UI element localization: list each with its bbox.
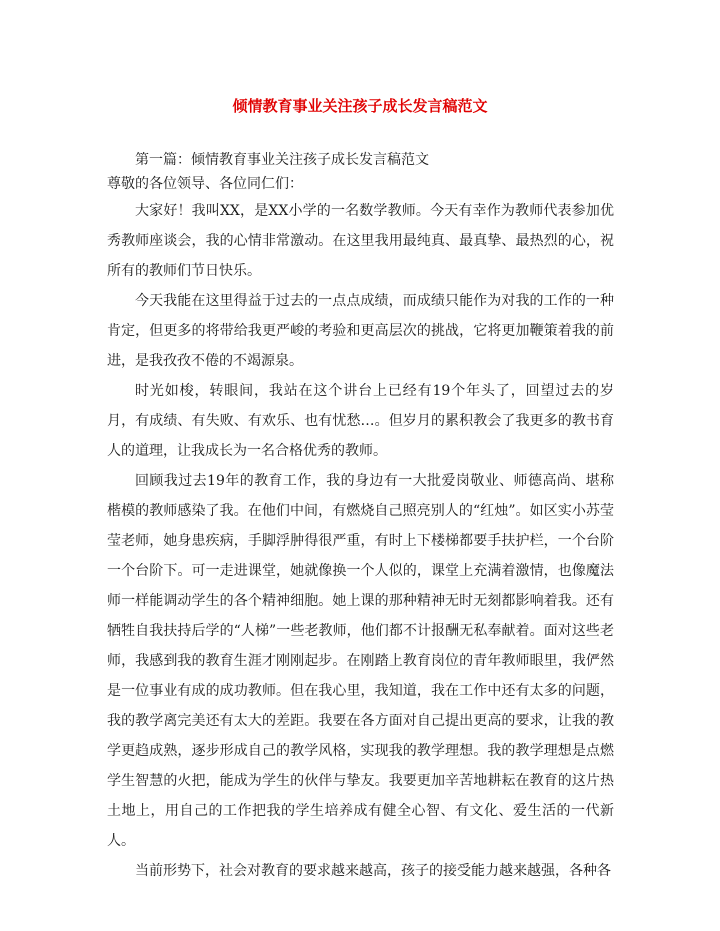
paragraph: 时光如梭，转眼间，我站在这个讲台上已经有19个年头了，回望过去的岁月，有成绩、有失败、有欢乐、也有忧愁…。但岁月的累积教会了我更多的教书育人的道理，让我成长为一名合格优秀的教师。 <box>107 383 614 459</box>
paragraph: 今天我能在这里得益于过去的一点点成绩，而成绩只能作为对我的工作的一种肯定，但更多的将带给我更严峻的考验和更高层次的挑战，它将更加鞭策着我的前进，是我孜孜不倦的不竭源泉。 <box>107 293 614 369</box>
paragraph: 当前形势下，社会对教育的要求越来越高，孩子的接受能力越来越强，各种各 <box>135 863 611 879</box>
paragraph: 大家好！我叫XX，是XX小学的一名数学教师。今天有幸作为教师代表参加优秀教师座谈会，我的心情非常激动。在这里我用最纯真、最真挚、最热烈的心，祝所有的教师们节日快乐。 <box>107 203 614 279</box>
salutation: 尊敬的各位领导、各位同仁们： <box>107 176 303 192</box>
paragraph: 回顾我过去19年的教育工作，我的身边有一大批爱岗敬业、师德高尚、堪称楷模的教师感染了我。在他们中间，有燃烧自己照亮别人的“红烛”。如区实小苏莹莹老师，她身患疾病，手脚浮肿得很严重，有时上下楼梯都要手扶护栏，一个台阶一个台阶下。可一走进课堂，她就像换一个人似的，课堂上充满着激情，也像魔法师一样能调动学生的各个精神细胞。她上课的那种精神无时无刻都影响着我。还有牺牲自我扶持后学的“人梯”一些老教师，他们都不计报酬无私奉献着。面对这些老师，我感到我的教育生涯才刚刚起步。在刚踏上教育岗位的青年教师眼里，我俨然是一位事业有成的成功教师。但在我心里，我知道，我在工作中还有太多的问题，我的教学离完美还有太大的差距。我要在各方面对自己提出更高的要求，让我的教学更趋成熟，逐步形成自己的教学风格，实现我的教学理想。我的教学理想是点燃学生智慧的火把，能成为学生的伙伴与挚友。我要更加辛苦地耕耘在教育的这片热土地上，用自己的工作把我的学生培养成有健全心智、有文化、爱生活的一代新人。 <box>107 473 614 849</box>
document-title: 倾情教育事业关注孩子成长发言稿范文 <box>232 97 488 115</box>
section-heading: 第一篇：倾情教育事业关注孩子成长发言稿范文 <box>135 152 429 168</box>
document-body <box>107 148 614 886</box>
